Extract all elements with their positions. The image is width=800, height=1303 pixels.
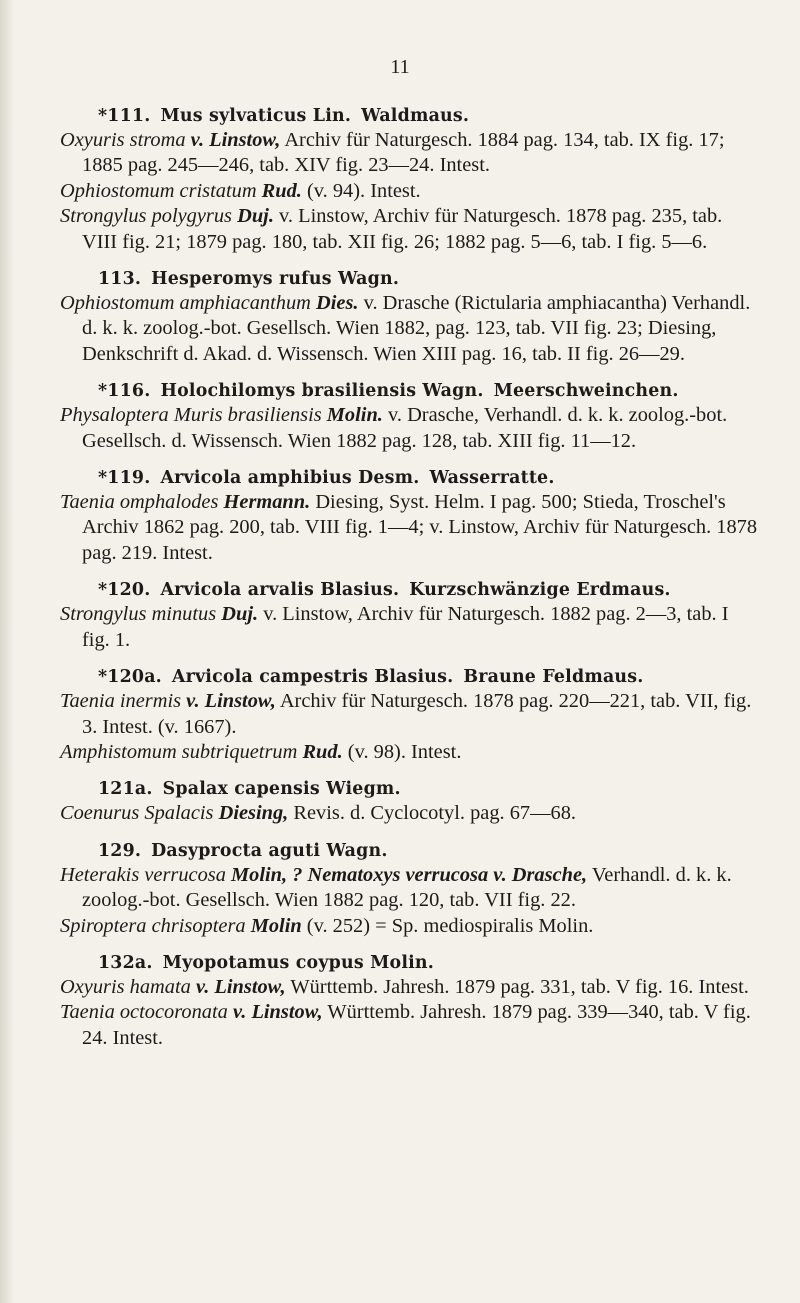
parasite-author: v. Linstow,	[195, 975, 286, 998]
section-heading	[98, 951, 760, 975]
parasite-taxon: Strongylus polygyrus	[60, 205, 232, 228]
page-edge-shadow	[0, 0, 14, 1303]
parasite-taxon: Heterakis verrucosa	[60, 863, 226, 886]
section-arvicola-campestris	[60, 665, 760, 765]
common-name: Waldmaus.	[361, 106, 470, 126]
host-name: Hesperomys rufus Wagn.	[151, 269, 400, 290]
parasite-entry	[60, 801, 760, 826]
parasite-author: Duj.	[221, 603, 259, 626]
parasite-taxon: Oxyuris hamata	[60, 975, 191, 998]
section-arvicola-amphibius	[60, 466, 760, 566]
parasite-author: Dies.	[316, 292, 359, 315]
common-name: Braune Feldmaus.	[463, 667, 644, 688]
common-name: Wasserratte.	[429, 468, 555, 489]
parasite-entry	[60, 204, 760, 255]
host-name: Mus sylvaticus Lin.	[160, 106, 352, 126]
section-heading	[98, 466, 760, 490]
parasite-entry	[60, 975, 760, 1000]
section-holochilomys-brasiliensis	[60, 379, 760, 454]
section-number: *120.	[98, 580, 151, 601]
host-name: Arvicola amphibius Desm.	[160, 468, 420, 489]
section-heading	[98, 267, 760, 291]
reference-text: Archiv für Naturgesch. 1884 pag. 134, tab. IX fig. 17; 1885 pag. 245—246, tab. XIV fig. 23—24. Intest.	[82, 129, 725, 177]
reference-text: Verhandl. d. k. k. zoolog.-bot. Gesellsch. Wien 1882 pag. 120, tab. VII fig. 22.	[82, 863, 732, 912]
parasite-entry	[60, 179, 760, 204]
reference-text: Diesing, Syst. Helm. I pag. 500; Stieda, Troschel's Archiv 1862 pag. 200, tab. VIII fig. 1—4; v. Linstow, Archiv für Naturgesch. 1878 pag. 219. Intest.	[82, 491, 758, 564]
section-number: *119.	[98, 468, 151, 489]
section-hesperomys-rufus	[60, 267, 760, 367]
section-dasyprocta-aguti	[60, 839, 760, 939]
section-number: *116.	[98, 381, 151, 402]
parasite-entry	[60, 602, 760, 653]
reference-text: (v. 98). Intest.	[342, 740, 462, 763]
section-number: 132a.	[98, 952, 153, 973]
parasite-taxon: Ophiostomum cristatum	[60, 179, 257, 202]
section-number: *111.	[98, 106, 151, 126]
parasite-taxon: Spiroptera chrisoptera	[60, 914, 246, 937]
parasite-taxon: Oxyuris stroma	[60, 129, 186, 151]
host-name: Spalax capensis Wiegm.	[162, 779, 401, 800]
section-mus-sylvaticus	[60, 104, 760, 255]
host-name: Holochilomys brasiliensis Wagn.	[160, 381, 484, 402]
reference-text: v. Drasche (Rictularia amphiacantha) Verhandl. d. k. k. zoolog.-bot. Gesellsch. Wien 1882, pag. 123, tab. VII fig. 23; Diesing, Denkschrift d. Akad. d. Wissensch. Wien XIII pag. 16, tab. II fig. 26—29.	[82, 292, 751, 365]
reference-text: v. Drasche, Verhandl. d. k. k. zoolog.-bot. Gesellsch. d. Wissensch. Wien 1882 pag. 128, tab. XIII fig. 11—12.	[82, 404, 728, 452]
common-name: Meerschweinchen.	[493, 381, 679, 402]
parasite-author: Diesing,	[218, 802, 289, 825]
host-name: Dasyprocta aguti Wagn.	[151, 840, 388, 861]
parasite-author: Hermann.	[223, 491, 311, 514]
parasite-author: Rud.	[261, 179, 302, 202]
parasite-taxon: Physaloptera Muris brasiliensis	[60, 404, 322, 427]
section-heading	[98, 104, 760, 128]
reference-text: (v. 94). Intest.	[301, 179, 421, 202]
section-heading	[98, 379, 760, 403]
parasite-entry	[60, 1000, 760, 1051]
section-arvicola-arvalis	[60, 578, 760, 653]
reference-text: Württemb. Jahresh. 1879 pag. 339—340, tab. V fig. 24. Intest.	[82, 1001, 751, 1049]
parasite-taxon: Taenia octocoronata	[60, 1001, 228, 1024]
section-myopotamus-coypus	[60, 951, 760, 1051]
reference-text: v. Linstow, Archiv für Naturgesch. 1878 pag. 235, tab. VIII fig. 21; 1879 pag. 180, tab. XII fig. 26; 1882 pag. 5—6, tab. I fig. 5—6.	[82, 205, 723, 253]
parasite-author: v. Linstow,	[186, 690, 276, 713]
section-heading	[98, 578, 760, 602]
section-heading	[98, 839, 760, 863]
parasite-taxon: Strongylus minutus	[60, 603, 217, 626]
parasite-entry	[60, 291, 760, 367]
parasite-entry	[60, 490, 760, 566]
section-number: 121a.	[98, 779, 153, 800]
reference-text: Württemb. Jahresh. 1879 pag. 331, tab. V fig. 16. Intest.	[285, 975, 749, 998]
parasite-entry	[60, 863, 760, 914]
parasite-taxon: Coenurus Spalacis	[60, 802, 214, 825]
parasite-entry	[60, 914, 760, 939]
reference-text: (v. 252) = Sp. mediospiralis Molin.	[301, 914, 594, 937]
parasite-entry	[60, 689, 760, 740]
parasite-author: v. Linstow,	[190, 129, 281, 151]
parasite-entry	[60, 403, 760, 454]
common-name: Kurzschwänzige Erdmaus.	[409, 580, 671, 601]
parasite-author: Molin, ? Nematoxys verrucosa v. Drasche,	[231, 863, 588, 886]
page-content	[60, 104, 760, 1063]
section-number: *120a.	[98, 667, 162, 688]
reference-text: Archiv für Naturgesch. 1878 pag. 220—221, tab. VII, fig. 3. Intest. (v. 1667).	[82, 690, 752, 738]
section-number: 113.	[98, 269, 142, 290]
parasite-author: Rud.	[302, 740, 343, 763]
reference-text: v. Linstow, Archiv für Naturgesch. 1882 pag. 2—3, tab. I fig. 1.	[82, 603, 729, 651]
section-heading	[98, 777, 760, 801]
page-number: 11	[390, 56, 410, 78]
parasite-author: Duj.	[237, 205, 274, 228]
parasite-taxon: Ophiostomum amphiacanthum	[60, 292, 311, 315]
parasite-taxon: Taenia omphalodes	[60, 491, 219, 514]
reference-text: Revis. d. Cyclocotyl. pag. 67—68.	[288, 802, 577, 825]
section-spalax-capensis	[60, 777, 760, 826]
host-name: Arvicola arvalis Blasius.	[160, 580, 400, 601]
section-number: 129.	[98, 840, 142, 861]
parasite-entry	[60, 128, 760, 179]
parasite-author: Molin.	[326, 404, 383, 427]
parasite-taxon: Taenia inermis	[60, 690, 182, 713]
host-name: Arvicola campestris Blasius.	[171, 667, 454, 688]
host-name: Myopotamus coypus Molin.	[162, 952, 435, 973]
section-heading	[98, 665, 760, 689]
parasite-entry	[60, 740, 760, 765]
parasite-taxon: Amphistomum subtriquetrum	[60, 740, 298, 763]
parasite-author: Molin	[250, 914, 302, 937]
parasite-author: v. Linstow,	[232, 1001, 323, 1024]
